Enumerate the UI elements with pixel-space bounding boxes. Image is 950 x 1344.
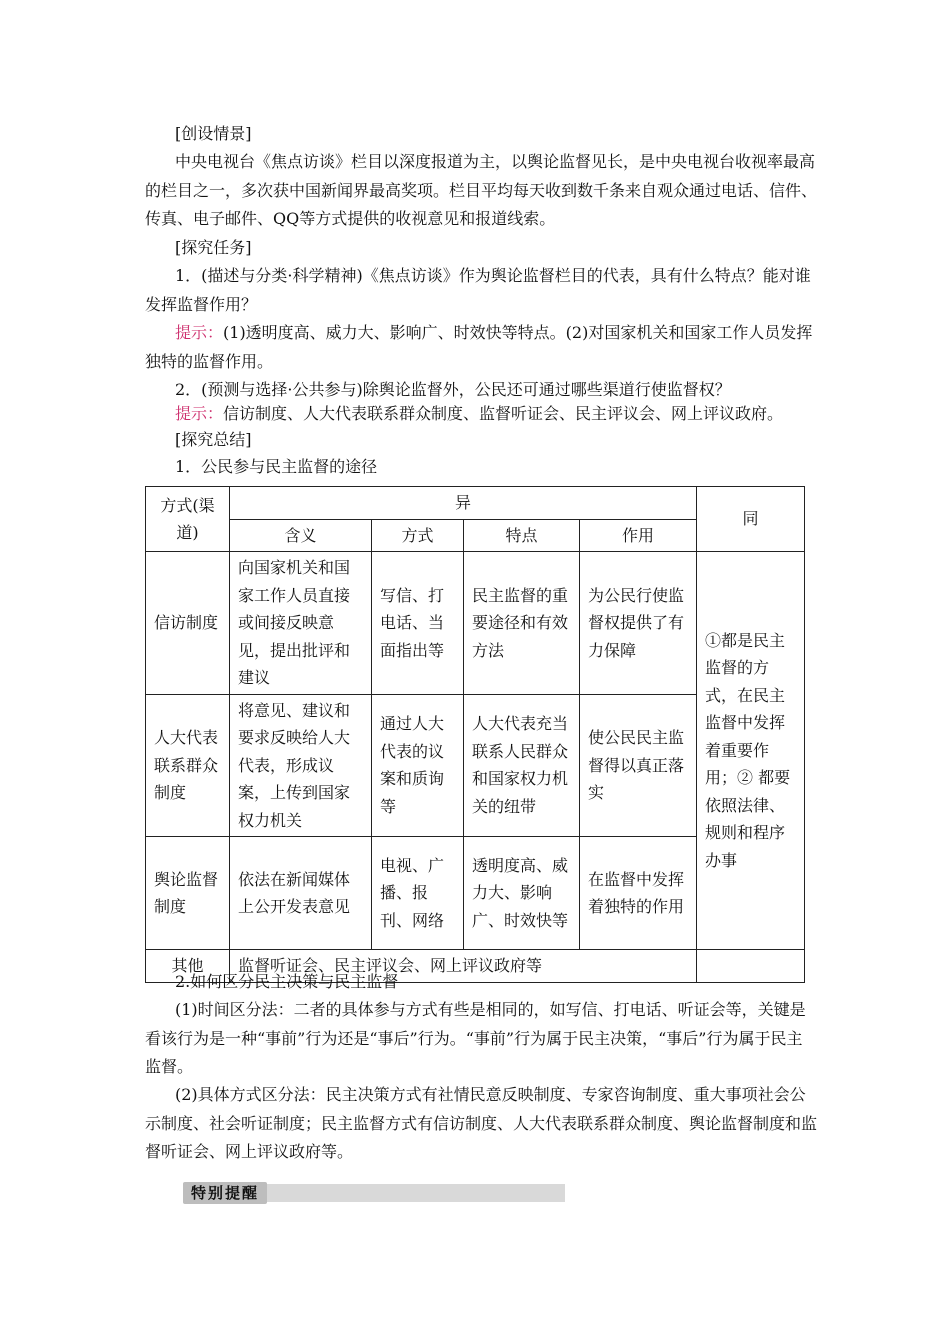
scene-label: [创设情景]	[175, 124, 252, 143]
question-2: 2．(预测与选择·公共参与)除舆论监督外，公民还可通过哪些渠道行使监督权？	[175, 380, 731, 399]
row-meaning: 将意见、建议和要求反映给人大代表，形成议案，上传到国家权力机关	[230, 694, 372, 837]
other-name: 其他	[146, 950, 230, 983]
row-role: 使公民民主监督得以真正落实	[580, 694, 697, 837]
row-name: 舆论监督制度	[146, 837, 230, 950]
header-same: 同	[697, 487, 805, 552]
row-meaning: 向国家机关和国家工作人员直接或间接反映意见，提出批评和建议	[230, 552, 372, 695]
header-feature: 特点	[464, 519, 580, 552]
summary-title-2: 2.如何区分民主决策与民主监督	[175, 972, 399, 991]
header-role: 作用	[580, 519, 697, 552]
row-role: 为公民行使监督权提供了有力保障	[580, 552, 697, 695]
other-text: 监督听证会、民主评议会、网上评议政府等	[230, 950, 697, 983]
row-feature: 透明度高、威力大、影响广、时效快等	[464, 837, 580, 950]
row-feature: 人大代表充当联系人民群众和国家权力机关的纽带	[464, 694, 580, 837]
hint-label: 提示：	[175, 323, 224, 342]
method-concrete: (2)具体方式区分法：民主决策方式有社情民意反映制度、专家咨询制度、重大事项社会公示制度、社会听证制度；民主监督方式有信访制度、人大代表联系群众制度、舆论监督制度和监督听证会、网上评议政府等。	[145, 1085, 818, 1161]
summary-label: [探究总结]	[175, 430, 252, 449]
header-way: 方式(渠道)	[146, 487, 230, 552]
header-diff: 异	[230, 487, 697, 520]
question-1: 1．(描述与分类·科学精神)《焦点访谈》作为舆论监督栏目的代表，具有什么特点？能对谁发挥监督作用？	[145, 266, 811, 314]
row-method: 通过人大代表的议案和质询等	[372, 694, 464, 837]
answer-2	[145, 400, 817, 429]
summary-title-1: 1．公民参与民主监督的途径	[175, 457, 378, 476]
method-time: (1)时间区分法：二者的具体参与方式有些是相同的，如写信、打电话、听证会等，关键是看该行为是一种“事前”行为还是“事后”行为。“事前”行为属于民主决策，“事后”行为属于民主监督。	[145, 1000, 806, 1076]
special-reminder-label: 特别提醒	[183, 1182, 267, 1204]
row-role: 在监督中发挥着独特的作用	[580, 837, 697, 950]
table-row	[146, 552, 805, 695]
scene-text: 中央电视台《焦点访谈》栏目以深度报道为主，以舆论监督见长，是中央电视台收视率最高的栏目之一，多次获中国新闻界最高奖项。栏目平均每天收到数千条来自观众通过电话、信件、传真、电子邮件、QQ等方式提供的收视意见和报道线索。	[145, 152, 818, 228]
row-method: 写信、打电话、当面指出等	[372, 552, 464, 695]
row-feature: 民主监督的重要途径和有效方法	[464, 552, 580, 695]
other-same	[697, 950, 805, 983]
answer-1-text: (1)透明度高、威力大、影响广、时效快等特点。(2)对国家机关和国家工作人员发挥独特的监督作用。	[145, 323, 813, 371]
row-method: 电视、广播、报刊、网络	[372, 837, 464, 950]
hint-label: 提示：	[175, 404, 224, 423]
row-meaning: 依法在新闻媒体上公开发表意见	[230, 837, 372, 950]
row-name: 信访制度	[146, 552, 230, 695]
answer-2-text: 信访制度、人大代表联系群众制度、监督听证会、民主评议会、网上评议政府。	[223, 404, 784, 423]
task-label: [探究任务]	[175, 238, 252, 257]
supervision-channels-table	[145, 486, 805, 983]
answer-1	[145, 319, 817, 376]
header-method: 方式	[372, 519, 464, 552]
header-meaning: 含义	[230, 519, 372, 552]
row-name: 人大代表联系群众制度	[146, 694, 230, 837]
special-reminder-bar	[183, 1184, 565, 1202]
same-cell: ①都是民主监督的方式，在民主监督中发挥着重要作用；② 都要依照法律、规则和程序办事	[697, 552, 805, 950]
